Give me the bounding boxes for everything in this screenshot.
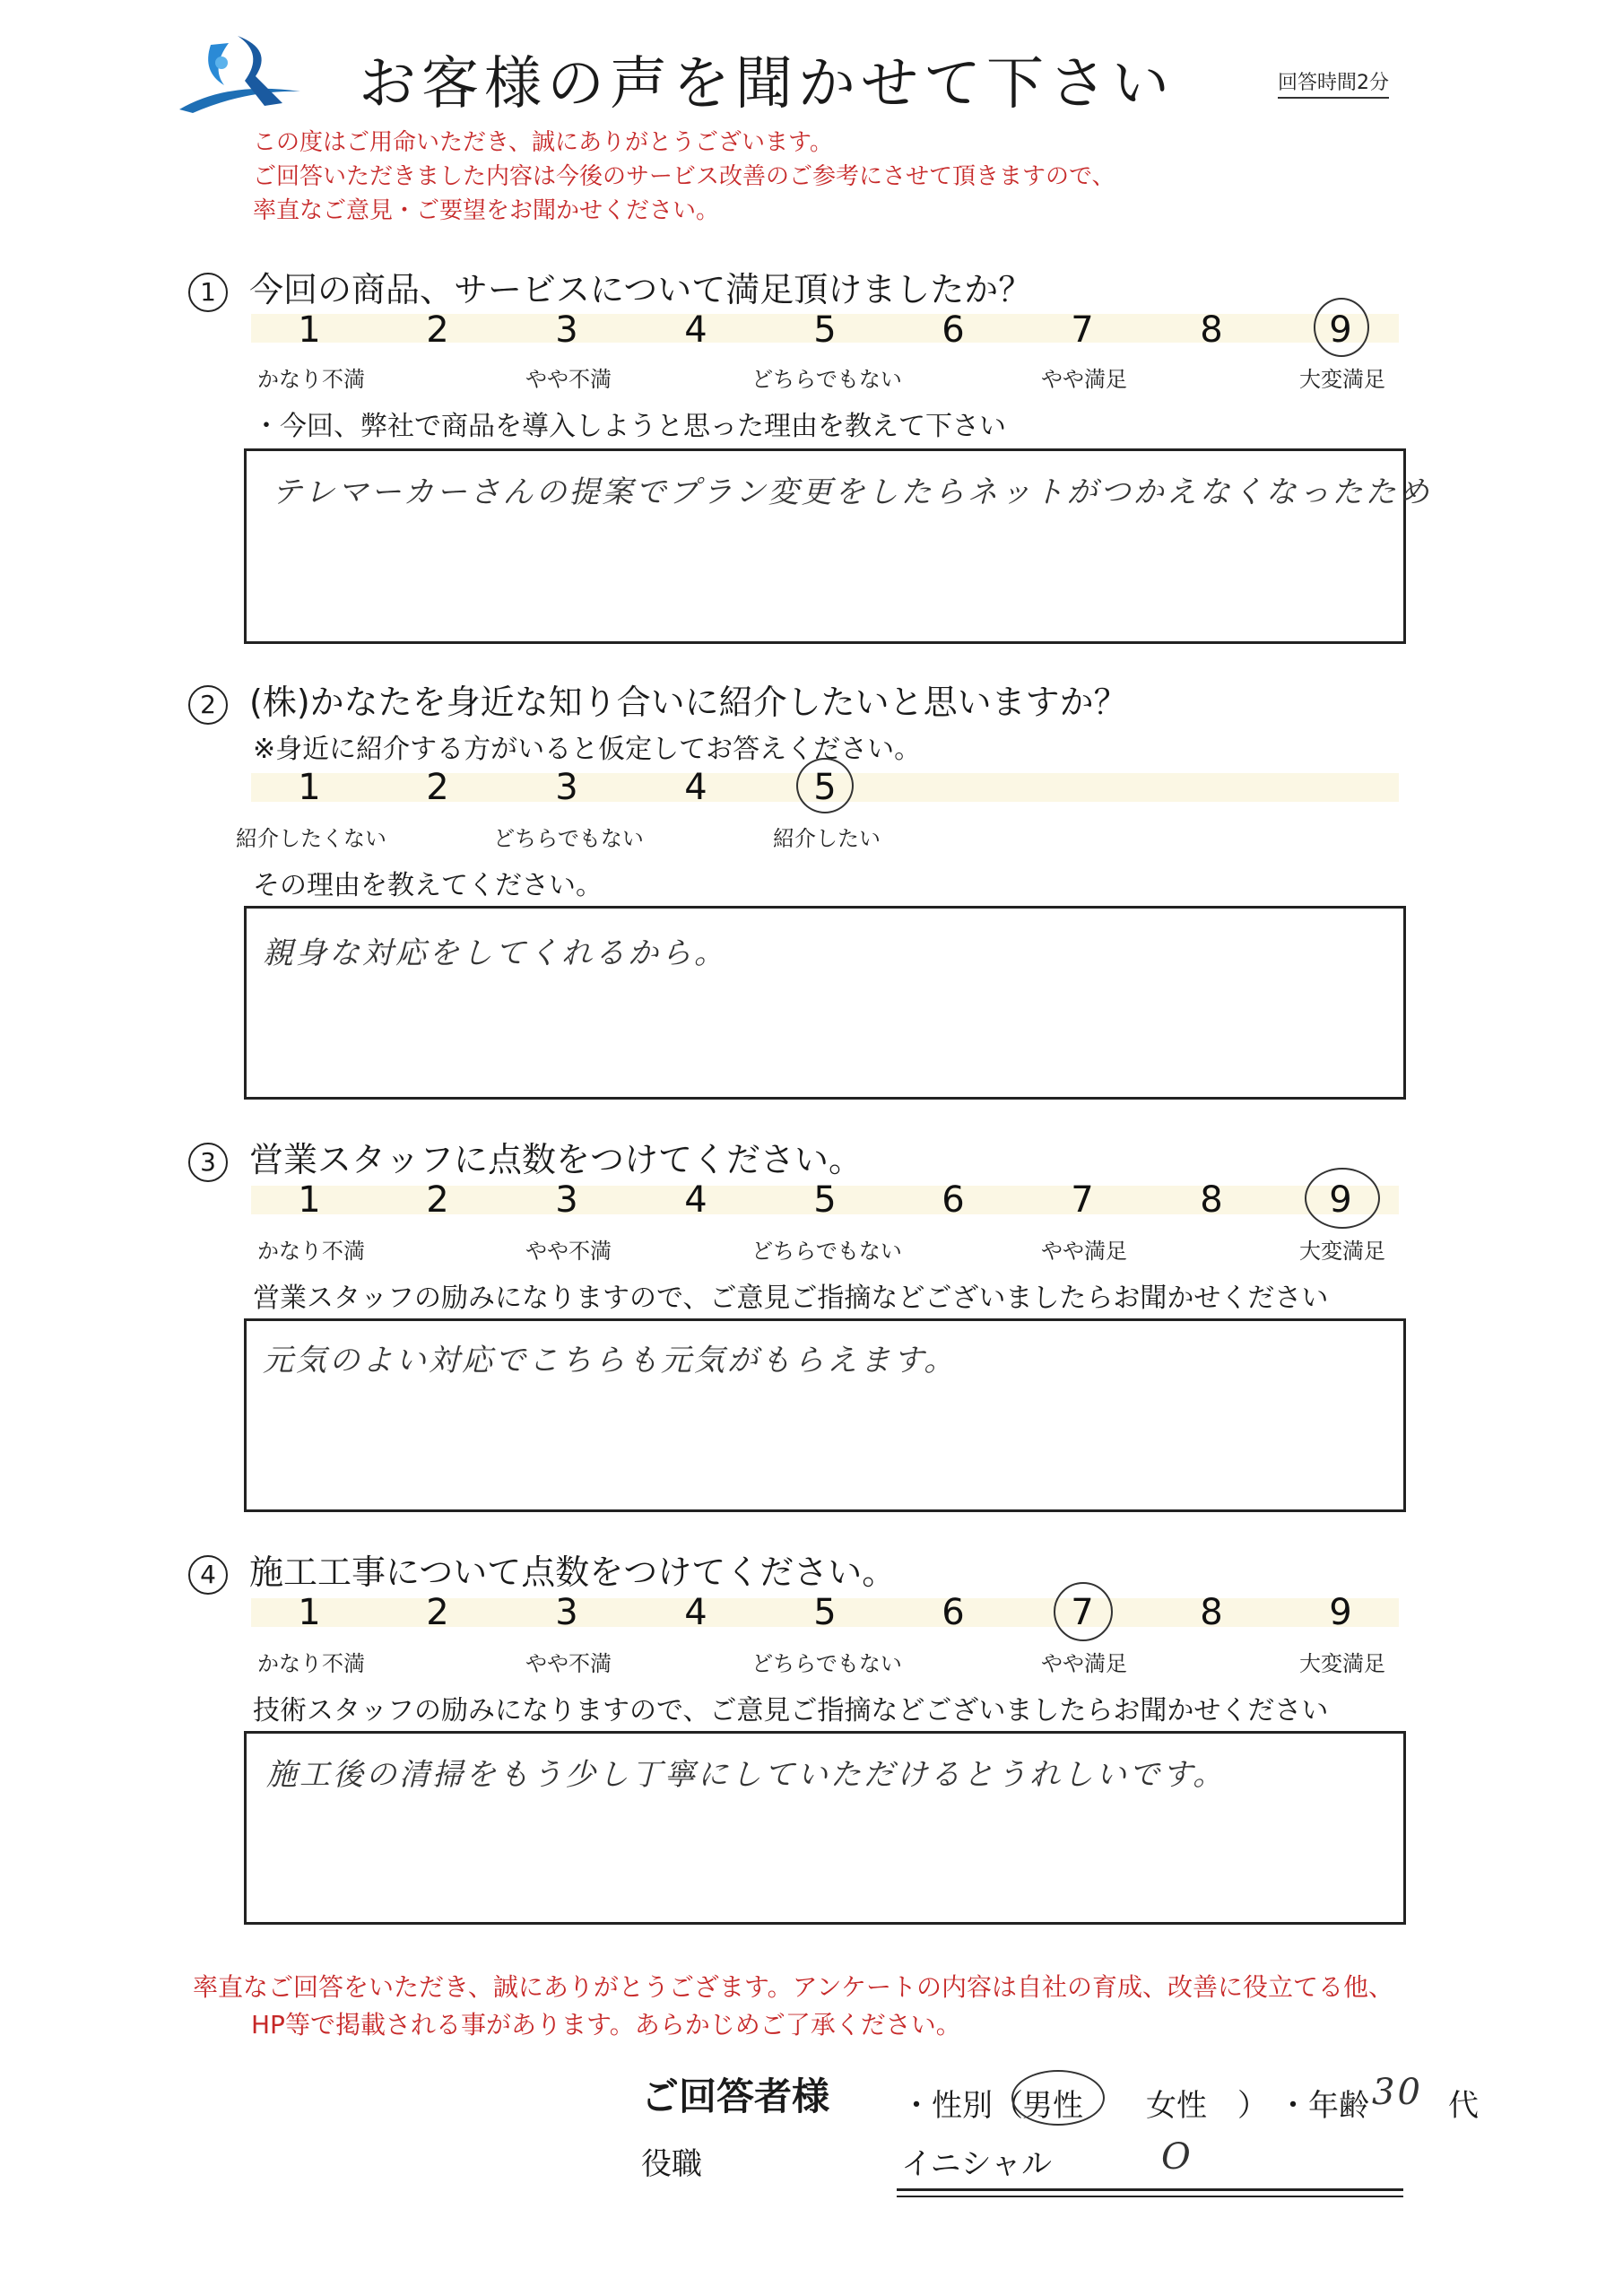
q3-selected-circle [1305, 1168, 1380, 1229]
q4-scale-3[interactable]: 3 [555, 1592, 578, 1633]
q1-scale-7[interactable]: 7 [1071, 309, 1094, 351]
q1-label-somewhat-satisfied: やや満足 [1041, 367, 1127, 392]
q1-scale-9[interactable]: 9 [1329, 309, 1352, 351]
q2-scale-1[interactable]: 1 [298, 767, 321, 808]
q3-prompt: 営業スタッフの励みになりますので、ご意見ご指摘などございましたらお聞かせください [253, 1283, 1329, 1314]
q3-answer-box[interactable] [244, 1318, 1406, 1512]
q3-question: 営業スタッフに点数をつけてください。 [249, 1140, 864, 1179]
q1-scale-1[interactable]: 1 [298, 309, 321, 351]
signature-underline-double [897, 2196, 1403, 2197]
q2-scale-2[interactable]: 2 [426, 767, 449, 808]
gender-label: ・性別（ [901, 2088, 1023, 2124]
q4-scale-2[interactable]: 2 [426, 1592, 449, 1633]
q3-label-very-dissatisfied: かなり不満 [257, 1239, 365, 1264]
q2-selected-circle [796, 758, 854, 813]
age-value[interactable]: 30 [1372, 2072, 1423, 2113]
q2-scale-3[interactable]: 3 [555, 767, 578, 808]
q1-label-very-dissatisfied: かなり不満 [257, 367, 365, 392]
q1-scale-8[interactable]: 8 [1200, 309, 1223, 351]
gender-male-option[interactable]: 男性 [1022, 2088, 1083, 2124]
q4-prompt: 技術スタッフの励みになりますので、ご意見ご指摘などございましたらお聞かせください [253, 1695, 1329, 1726]
intro-line: 率直なご意見・ご要望をお聞かせください。 [253, 197, 720, 224]
q4-scale-1[interactable]: 1 [298, 1592, 321, 1633]
q4-scale-9[interactable]: 9 [1329, 1592, 1352, 1633]
q1-label-somewhat-dissatisfied: やや不満 [525, 367, 612, 392]
q4-scale-8[interactable]: 8 [1200, 1592, 1223, 1633]
q3-scale-8[interactable]: 8 [1200, 1179, 1223, 1221]
initial-value[interactable]: O [1161, 2136, 1193, 2178]
q3-number: 3 [188, 1143, 228, 1182]
q1-scale-3[interactable]: 3 [555, 309, 578, 351]
q4-selected-circle [1054, 1582, 1113, 1641]
q1-heading [188, 262, 1032, 312]
q4-scale-5[interactable]: 5 [813, 1592, 837, 1633]
q2-label-not-recommend: 紹介したくない [236, 826, 386, 851]
q1-selected-circle [1314, 298, 1369, 357]
answer-time-badge: 回答時間2分 [1278, 67, 1389, 99]
q1-scale-6[interactable]: 6 [942, 309, 965, 351]
q1-number: 1 [188, 273, 228, 312]
q3-answer-text: 元気のよい対応でこちらも元気がもらえます。 [263, 1343, 958, 1378]
q4-label-very-dissatisfied: かなり不満 [257, 1651, 365, 1676]
initial-label: イニシャル [901, 2146, 1052, 2182]
q3-label-somewhat-satisfied: やや満足 [1041, 1239, 1127, 1264]
q3-heading [188, 1132, 863, 1182]
age-suffix: 代 [1448, 2088, 1479, 2124]
q3-scale-6[interactable]: 6 [942, 1179, 965, 1221]
q3-label-very-satisfied: 大変満足 [1299, 1239, 1385, 1264]
q3-label-somewhat-dissatisfied: やや不満 [525, 1239, 612, 1264]
q2-heading [188, 674, 1128, 725]
q3-label-neutral: どちらでもない [751, 1239, 902, 1264]
q3-scale-1[interactable]: 1 [298, 1179, 321, 1221]
q1-label-neutral: どちらでもない [751, 367, 902, 392]
intro-line: この度はご用命いただき、誠にありがとうございます。 [253, 129, 833, 156]
footer-notice [193, 1969, 1393, 2044]
q2-scale-4[interactable]: 4 [684, 767, 707, 808]
q1-answer-text: テレマーカーさんの提案でプラン変更をしたらネットがつかえなくなったため [272, 474, 1432, 510]
q2-question: (株)かなたを身近な知り合いに紹介したいと思いますか？ [249, 683, 1128, 722]
q2-scale-5[interactable]: 5 [813, 767, 837, 808]
q1-question: 今回の商品、サービスについて満足頂けましたか？ [249, 270, 1033, 309]
q2-number: 2 [188, 685, 228, 725]
q1-answer-box[interactable] [244, 448, 1432, 644]
q2-answer-text: 親身な対応をしてくれるから。 [263, 935, 727, 971]
company-logo [175, 27, 309, 117]
q1-label-very-satisfied: 大変満足 [1299, 367, 1385, 392]
q4-scale-6[interactable]: 6 [942, 1592, 965, 1633]
gender-female-option[interactable]: 女性 [1146, 2088, 1207, 2124]
q2-prompt: その理由を教えてください。 [253, 870, 603, 901]
q1-prompt: ・今回、弊社で商品を導入しようと思った理由を教えて下さい [253, 411, 1006, 442]
q4-label-somewhat-satisfied: やや満足 [1041, 1651, 1127, 1676]
q3-scale-2[interactable]: 2 [426, 1179, 449, 1221]
q3-scale-5[interactable]: 5 [813, 1179, 837, 1221]
q2-note: ※身近に紹介する方がいると仮定してお答えください。 [253, 734, 922, 765]
q2-answer-box[interactable] [244, 906, 1406, 1100]
q4-label-somewhat-dissatisfied: やや不満 [525, 1651, 612, 1676]
role-label: 役職 [641, 2146, 702, 2182]
q4-scale-4[interactable]: 4 [684, 1592, 707, 1633]
q4-heading [188, 1544, 896, 1595]
intro-line: ご回答いただきました内容は今後のサービス改善のご参考にさせて頂きますので、 [253, 163, 1115, 190]
footer-line: HP等で掲載される事があります。あらかじめご了承ください。 [251, 2010, 961, 2039]
q3-scale-3[interactable]: 3 [555, 1179, 578, 1221]
age-label: ・年齢 [1278, 2088, 1369, 2124]
footer-line: 率直なご回答をいただき、誠にありがとうござます。アンケートの内容は自社の育成、改善に役立てる他、 [193, 1972, 1393, 2002]
q4-answer-text: 施工後の清掃をもう少し丁寧にしていただけるとうれしいです。 [266, 1757, 1227, 1793]
q1-scale-5[interactable]: 5 [813, 309, 837, 351]
intro-text [253, 126, 1115, 228]
gender-close: ） [1237, 2088, 1268, 2124]
q4-label-very-satisfied: 大変満足 [1299, 1651, 1385, 1676]
q4-scale-7[interactable]: 7 [1071, 1592, 1094, 1633]
q4-label-neutral: どちらでもない [751, 1651, 902, 1676]
q1-scale-2[interactable]: 2 [426, 309, 449, 351]
q2-label-neutral: どちらでもない [493, 826, 644, 851]
gender-selected-circle [1011, 2070, 1105, 2126]
q2-label-recommend: 紹介したい [773, 826, 881, 851]
signature-underline [897, 2188, 1403, 2191]
page-title: お客様の声を聞かせて下さい [359, 51, 1175, 117]
q4-question: 施工工事について点数をつけてください。 [249, 1552, 897, 1592]
q1-scale-4[interactable]: 4 [684, 309, 707, 351]
q4-answer-box[interactable] [244, 1731, 1406, 1925]
q4-number: 4 [188, 1555, 228, 1595]
q3-scale-4[interactable]: 4 [684, 1179, 707, 1221]
respondent-title: ご回答者様 [641, 2074, 830, 2118]
q3-scale-9[interactable]: 9 [1329, 1179, 1352, 1221]
q3-scale-7[interactable]: 7 [1071, 1179, 1094, 1221]
